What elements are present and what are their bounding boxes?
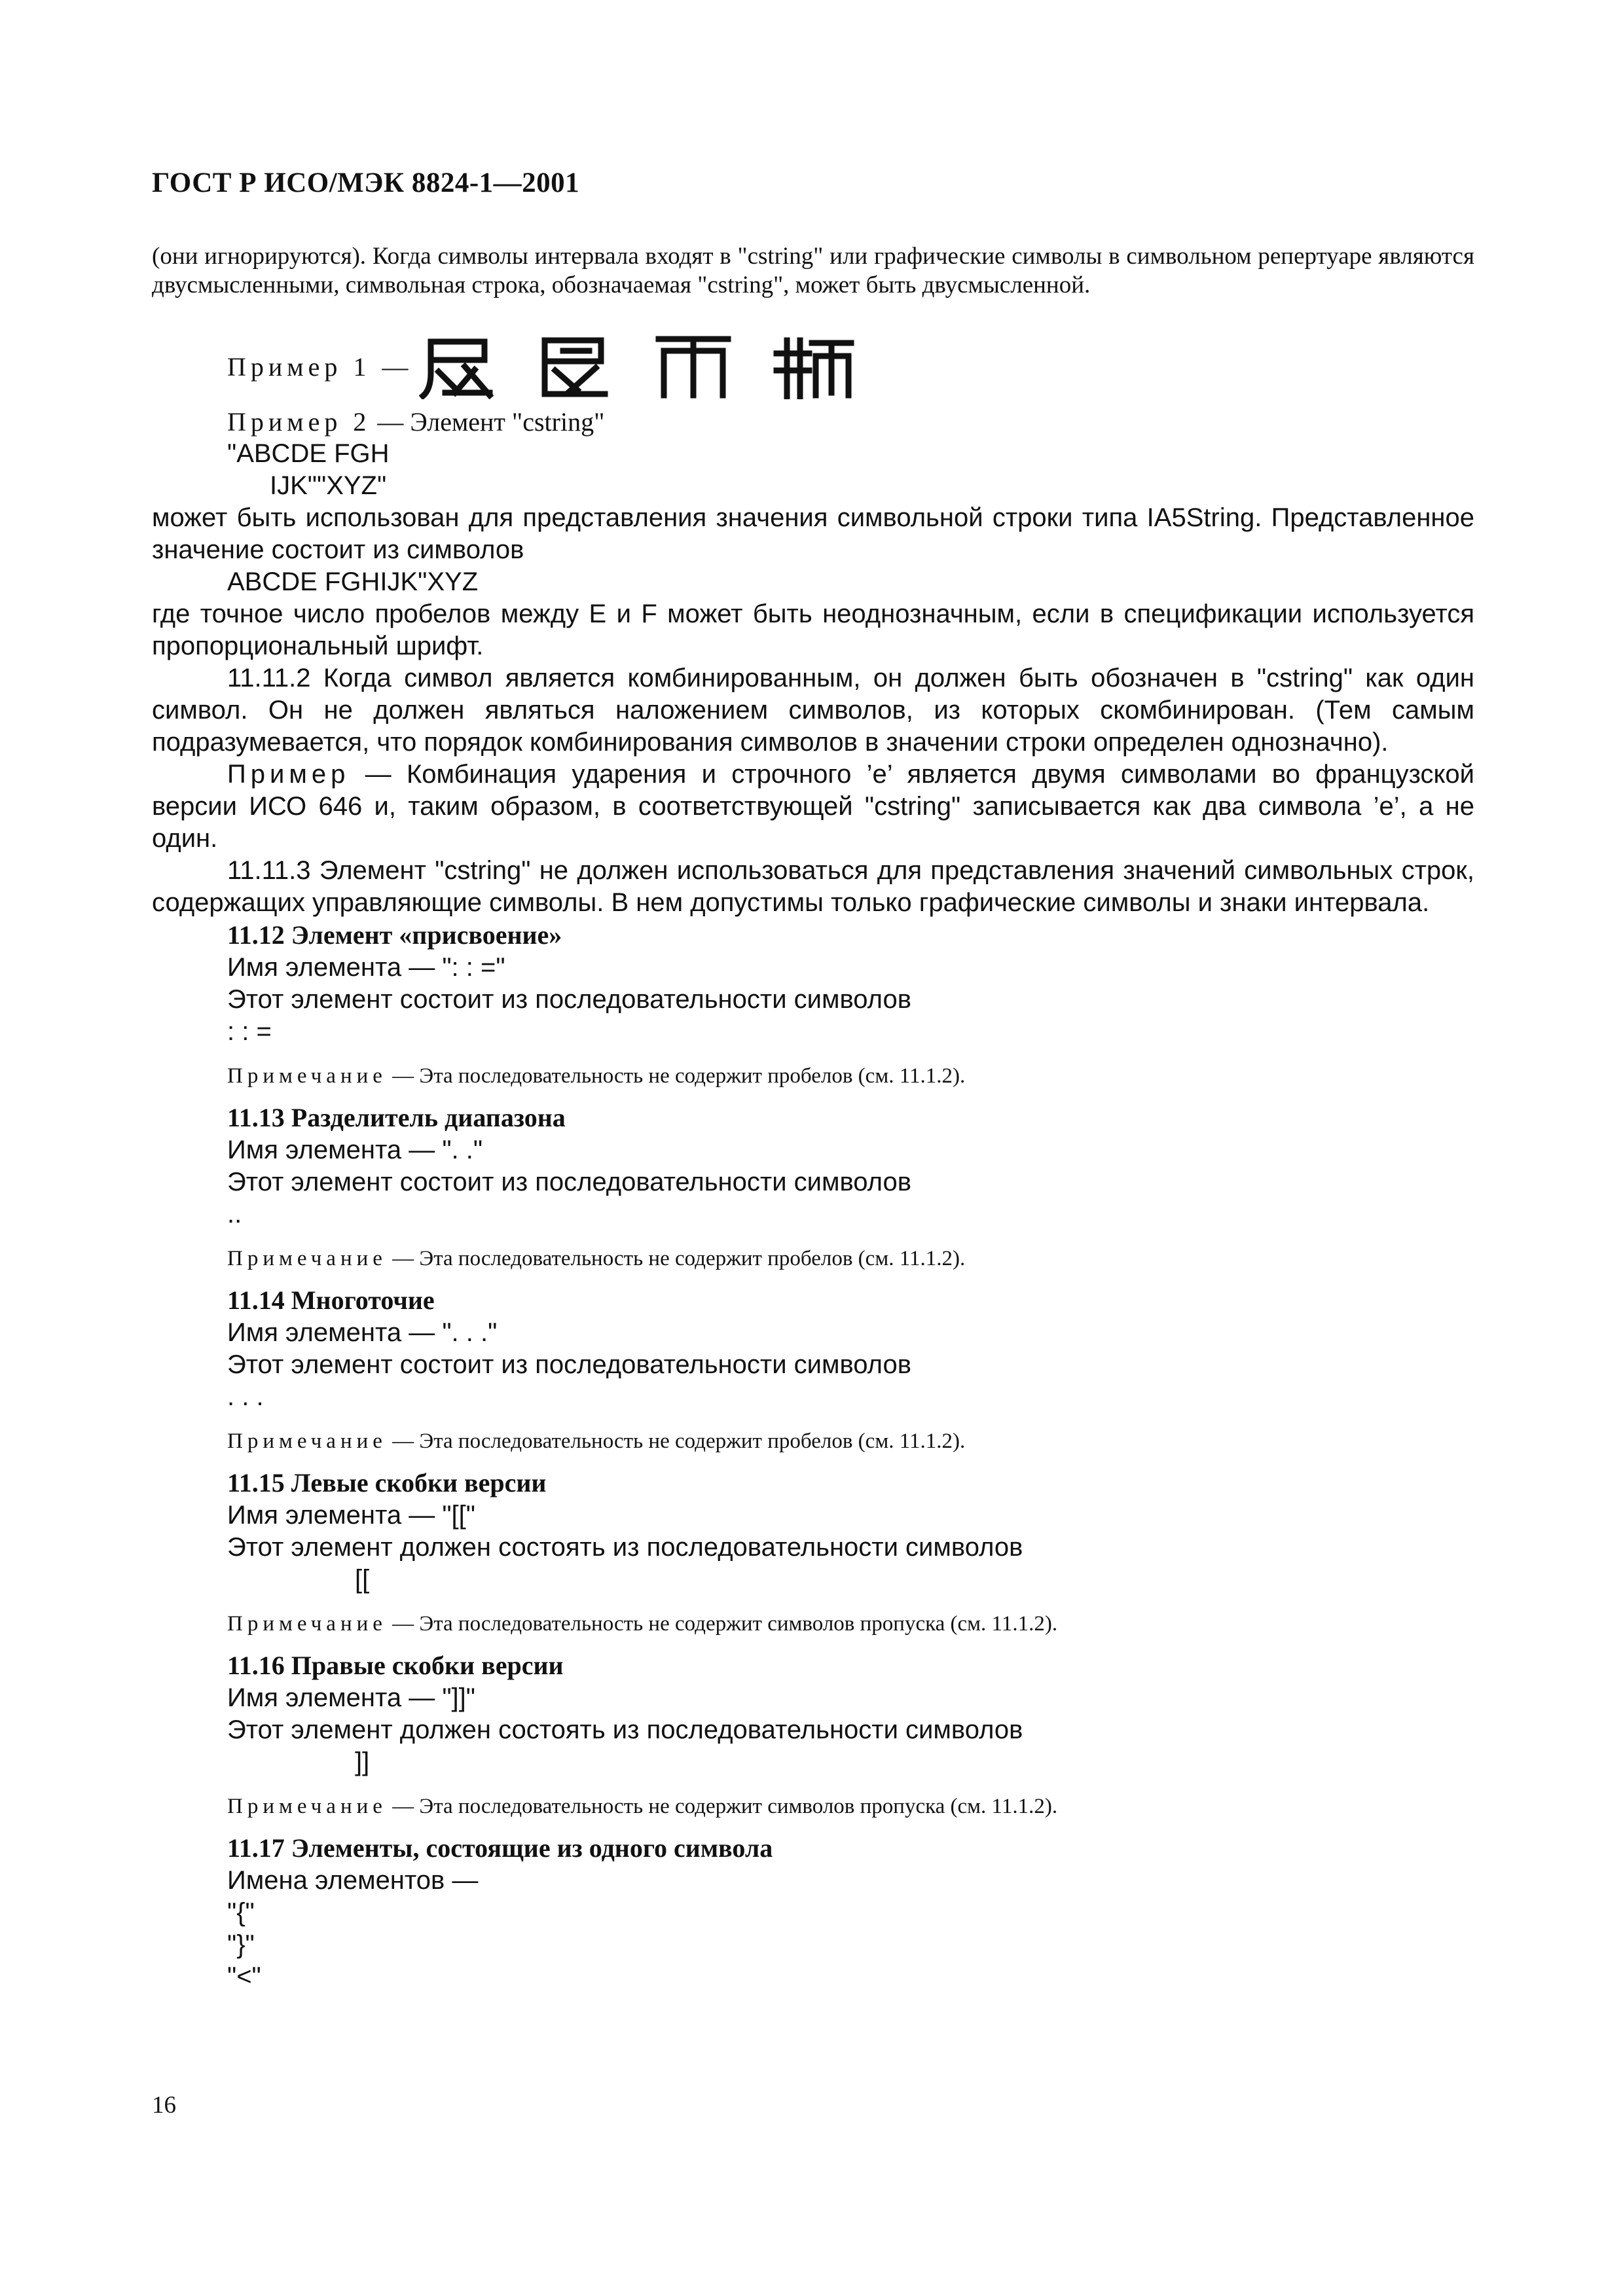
ideograph-glyph-3 [655, 334, 733, 399]
ideograph-glyph-2 [537, 334, 615, 399]
note-11-14 [152, 1427, 1474, 1455]
element-seq-11-16: ]] [355, 1748, 370, 1776]
element-name-item: "{" [227, 1898, 255, 1927]
example-3-label: Пример [227, 760, 350, 789]
example-3 [152, 759, 1474, 855]
ideograph-glyph-4 [773, 334, 858, 399]
note-11-12 [152, 1062, 1474, 1090]
note-11-13 [152, 1245, 1474, 1272]
note-label: Примечание [227, 1247, 387, 1270]
note-text: — Эта последовательность не содержит пробелов (см. 11.1.2). [386, 1247, 966, 1270]
document-header: ГОСТ Р ИСО/МЭК 8824-1—2001 [152, 168, 580, 198]
section-title-11-16: 11.16 Правые скобки версии [227, 1651, 564, 1680]
example-1-glyphs [419, 334, 897, 399]
note-text: — Эта последовательность не содержит пробелов (см. 11.1.2). [386, 1429, 966, 1453]
section-title-11-12: 11.12 Элемент «присвоение» [227, 920, 562, 950]
element-name-item: "}" [227, 1930, 255, 1959]
element-desc-11-15: Этот элемент должен состоять из последовательности символов [227, 1533, 1023, 1562]
note-11-15 [152, 1610, 1474, 1638]
note-text: — Эта последовательность не содержит символов пропуска (см. 11.1.2). [386, 1612, 1058, 1636]
note-label: Примечание [227, 1429, 387, 1453]
note-11-16 [152, 1793, 1474, 1820]
element-desc-11-13: Этот элемент состоит из последовательности символов [227, 1168, 911, 1196]
section-title-11-13: 11.13 Разделитель диапазона [227, 1103, 566, 1132]
example-2-heading [152, 406, 1474, 438]
element-seq-11-14: . . . [227, 1382, 264, 1411]
example-1-label: Пример 1 — [227, 351, 413, 382]
paragraph-represent: может быть использован для представления значения символьной строки типа IA5String. Представленное значение состоит из символов [152, 503, 1474, 564]
example-2-line-1: "ABCDE FGH [227, 439, 390, 468]
paragraph-spaces: где точное число пробелов между E и F может быть неоднозначным, если в спецификации используется пропорциональный шрифт. [152, 600, 1474, 660]
element-name-11-14: Имя элемента — ". . ." [227, 1318, 498, 1347]
example-1 [152, 327, 1474, 406]
note-text: — Эта последовательность не содержит символов пропуска (см. 11.1.2). [386, 1795, 1058, 1818]
main-text [152, 406, 1474, 1993]
element-desc-11-14: Этот элемент состоит из последовательности символов [227, 1350, 911, 1379]
section-title-11-14: 11.14 Многоточие [227, 1285, 435, 1315]
element-desc-11-16: Этот элемент должен состоять из последовательности символов [227, 1715, 1023, 1744]
paragraph-11-11-3: 11.11.3 Элемент "cstring" не должен использоваться для представления значений символьных строк, содержащих управляющие символы. В нем допустимы только графические символы и знаки интервала. [152, 856, 1474, 917]
note-label: Примечание [227, 1064, 387, 1088]
example-2-line-2: IJK""XYZ" [270, 471, 387, 500]
note-text: — Эта последовательность не содержит пробелов (см. 11.1.2). [386, 1064, 966, 1088]
element-name-11-16: Имя элемента — "]]" [227, 1683, 475, 1712]
example-2-caption: — Элемент "cstring" [371, 407, 605, 437]
element-seq-11-15: [[ [355, 1565, 370, 1594]
page-body [152, 242, 1474, 1993]
value-line: ABCDE FGHIJK"XYZ [227, 567, 479, 596]
section-title-11-15: 11.15 Левые скобки версии [227, 1468, 547, 1498]
element-name-item: "<" [227, 1962, 261, 1991]
element-name-11-15: Имя элемента — "[[" [227, 1501, 475, 1530]
element-seq-11-12: : : = [227, 1017, 272, 1046]
page-number: 16 [152, 2092, 176, 2119]
element-desc-11-12: Этот элемент состоит из последовательности символов [227, 985, 911, 1014]
section-title-11-17: 11.17 Элементы, состоящие из одного символа [227, 1833, 773, 1863]
element-name-11-13: Имя элемента — ". ." [227, 1136, 483, 1164]
intro-paragraph: (они игнорируются). Когда символы интервала входят в "cstring" или графические символы в символьном репертуаре являются двусмысленными, символьная строка, обозначаемая "cstring", может быть двусмысленной. [152, 243, 1474, 298]
element-names-label-11-17: Имена элементов — [227, 1866, 479, 1895]
note-label: Примечание [227, 1795, 387, 1818]
element-seq-11-13: .. [227, 1200, 242, 1229]
example-3-text: — Комбинация ударения и строчного ’e’ является двумя символами во французской версии ИСО 646 и, таким образом, в соответствующей "cstring" записывается как два символа ’e’, а не один. [152, 760, 1474, 853]
ideograph-glyph-1 [419, 334, 498, 399]
note-label: Примечание [227, 1612, 387, 1636]
element-name-11-12: Имя элемента — ": : =" [227, 953, 505, 982]
paragraph-11-11-2: 11.11.2 Когда символ является комбинированным, он должен быть обозначен в "cstring" как один символ. Он не должен являться наложением символов, из которых скомбинирован. (Тем самым подразумевается, что порядок комбинирования символов в значении строки определен однозначно). [152, 664, 1474, 757]
example-2-label: Пример 2 [227, 407, 371, 437]
